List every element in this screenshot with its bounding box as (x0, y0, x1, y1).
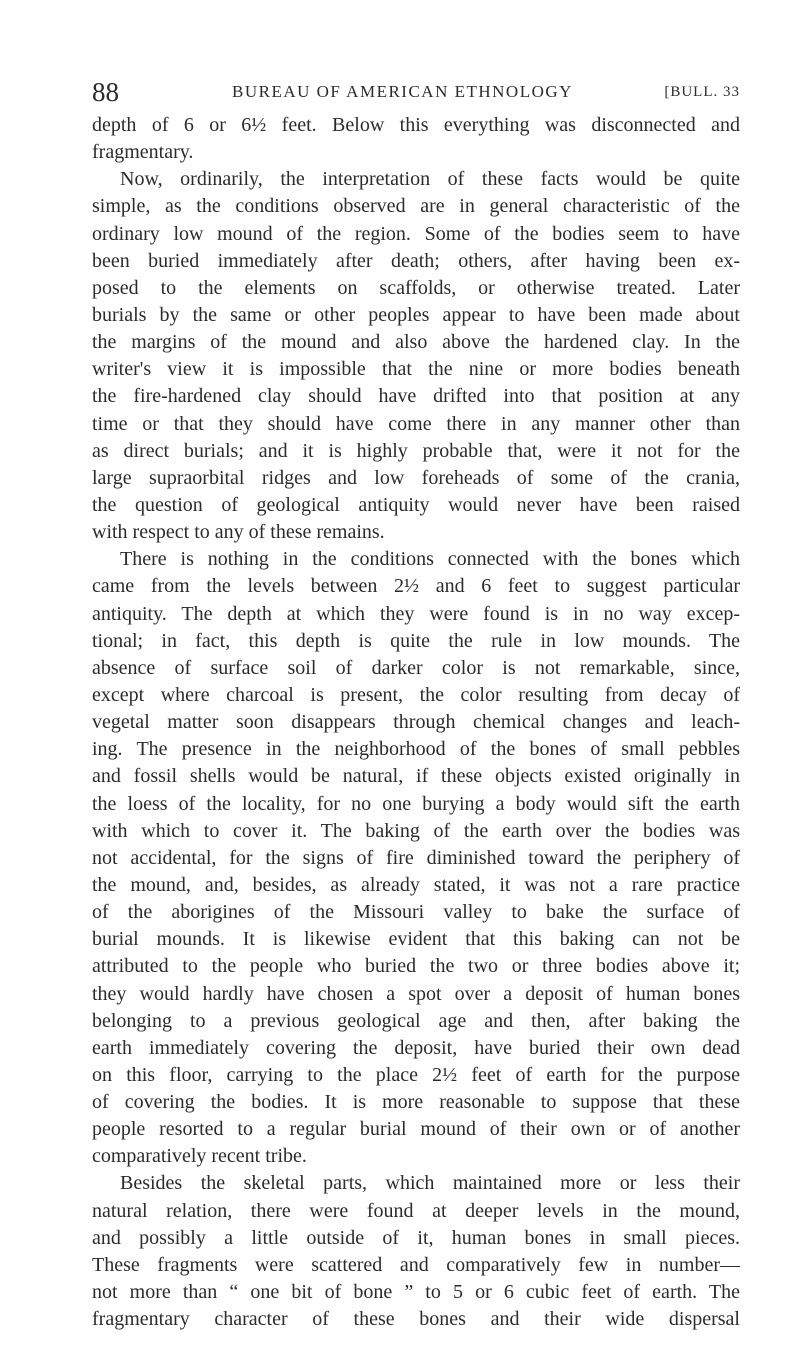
page-number: 88 (92, 77, 119, 107)
text-line: comparatively recent tribe. (92, 1145, 307, 1168)
text-line: and possibly a little outside of it, human bones in small pieces. (92, 1226, 740, 1249)
text-line: with respect to any of these remains. (92, 521, 385, 544)
page-header (92, 74, 740, 110)
text-line: tional; in fact, this depth is quite the rule in low mounds. The (92, 629, 740, 652)
text-line: and fossil shells would be natural, if these objects existed originally in (92, 765, 740, 788)
text-line: Now, ordinarily, the interpretation of these facts would be quite (120, 168, 740, 191)
text-line: the loess of the locality, for no one burying a body would sift the earth (92, 792, 740, 815)
text-line: These fragments were scattered and comparatively few in number— (92, 1253, 740, 1276)
text-line: earth immediately covering the deposit, have buried their own dead (92, 1036, 740, 1059)
text-line: the mound, and, besides, as already stated, it was not a rare practice (92, 873, 740, 896)
running-title: BUREAU OF AMERICAN ETHNOLOGY (232, 82, 573, 101)
text-line: belonging to a previous geological age and then, after baking the (92, 1009, 740, 1032)
text-line: with which to cover it. The baking of the earth over the bodies was (92, 819, 740, 842)
text-line: posed to the elements on scaffolds, or otherwise treated. Later (92, 276, 740, 299)
text-line: the margins of the mound and also above the hardened clay. In the (92, 331, 740, 354)
text-line: There is nothing in the conditions connected with the bones which (120, 548, 740, 571)
text-line: not accidental, for the signs of fire diminished toward the periphery of (92, 846, 740, 869)
text-line: attributed to the people who buried the two or three bodies above it; (92, 955, 740, 978)
body-text (92, 112, 740, 1333)
text-line: the fire-hardened clay should have drifted into that position at any (92, 385, 740, 408)
text-line: people resorted to a regular burial mound of their own or of another (92, 1118, 740, 1141)
bulletin-reference: [BULL. 33 (664, 84, 740, 100)
text-line: time or that they should have come there in any manner other than (92, 412, 740, 435)
text-line: simple, as the conditions observed are in general characteristic of the (92, 195, 740, 218)
text-line: natural relation, there were found at deeper levels in the mound, (92, 1199, 740, 1222)
text-line: antiquity. The depth at which they were found is in no way excep- (92, 602, 740, 625)
text-line: came from the levels between 2½ and 6 feet to suggest particular (92, 575, 740, 598)
text-line: of covering the bodies. It is more reasonable to suppose that these (92, 1091, 740, 1114)
text-line: vegetal matter soon disappears through chemical changes and leach- (92, 711, 740, 734)
text-line: burial mounds. It is likewise evident that this baking can not be (92, 928, 740, 951)
text-line: on this floor, carrying to the place 2½ feet of earth for the purpose (92, 1063, 740, 1086)
text-line: Besides the skeletal parts, which maintained more or less their (120, 1172, 740, 1195)
text-line: fragmentary character of these bones and their wide dispersal (92, 1308, 740, 1331)
text-line: absence of surface soil of darker color is not remarkable, since, (92, 656, 740, 679)
text-line: the question of geological antiquity would never have been raised (92, 493, 740, 516)
text-line: depth of 6 or 6½ feet. Below this everything was disconnected and (92, 114, 740, 136)
text-line: ing. The presence in the neighborhood of the bones of small pebbles (92, 738, 740, 761)
text-line: large supraorbital ridges and low foreheads of some of the crania, (92, 466, 740, 489)
text-line: as direct burials; and it is highly probable that, were it not for the (92, 439, 740, 462)
text-line: been buried immediately after death; others, after having been ex- (92, 249, 740, 272)
text-line: burials by the same or other peoples appear to have been made about (92, 303, 740, 326)
text-line: except where charcoal is present, the color resulting from decay of (92, 683, 740, 706)
text-line: fragmentary. (92, 141, 194, 164)
text-line: of the aborigines of the Missouri valley to bake the surface of (92, 901, 740, 924)
text-line: ordinary low mound of the region. Some of the bodies seem to have (92, 222, 740, 245)
text-line: they would hardly have chosen a spot over a deposit of human bones (92, 982, 740, 1005)
text-line: not more than “ one bit of bone ” to 5 or 6 cubic feet of earth. The (92, 1281, 740, 1304)
text-line: writer's view it is impossible that the nine or more bodies beneath (92, 358, 740, 381)
